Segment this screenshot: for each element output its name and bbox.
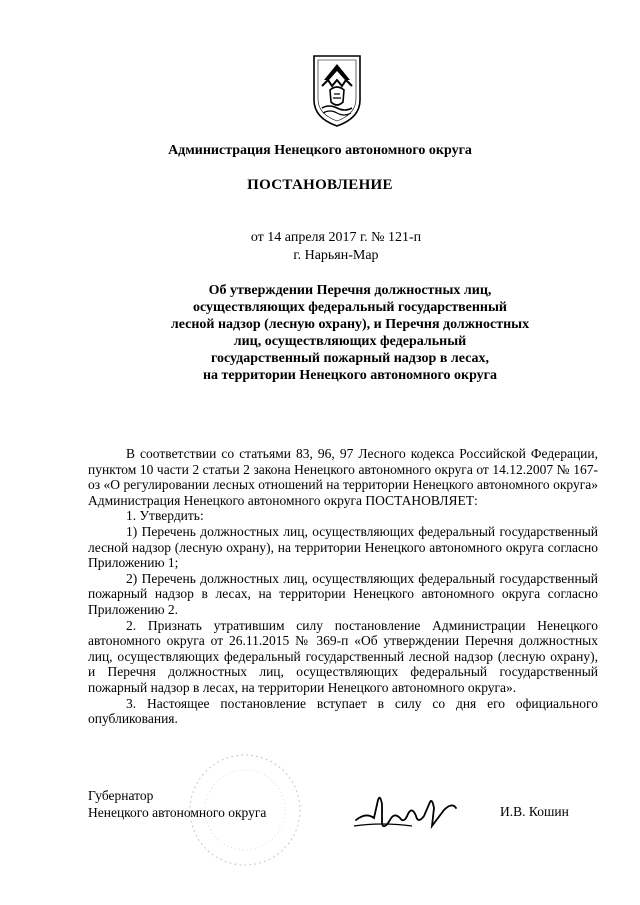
document-type: ПОСТАНОВЛЕНИЕ xyxy=(247,177,393,193)
signer-position-line: Губернатор xyxy=(88,788,154,803)
clause-1-1: 1) Перечень должностных лиц, осуществляющих федеральный государственный лесной надзор (лесную охрану), на территории Ненецкого автономного округа согласно Приложению 1; xyxy=(88,523,598,571)
signer-name: И.В. Кошин xyxy=(500,804,569,819)
subject-line: лесной надзор (лесную охрану), и Перечня должностных xyxy=(170,317,530,332)
subject-line: лиц, осуществляющих федеральный xyxy=(233,334,467,349)
signer-position-line: Ненецкого автономного округа xyxy=(88,805,267,820)
preamble-paragraph: В соответствии со статьями 83, 96, 97 Лесного кодекса Российской Федерации, пунктом 10 части 2 статьи 2 закона Ненецкого автономного округа от 14.12.2007 № 167-оз «О регулировании лесных отношений на территории Ненецкого автономного округа» Администрация Ненецкого автономного округа ПОСТАНОВЛЯЕТ: xyxy=(88,446,598,508)
document-city: г. Нарьян-Мар xyxy=(293,248,379,263)
document-body xyxy=(88,446,598,727)
subject-line: осуществляющих федеральный государственный xyxy=(193,300,507,315)
handwritten-signature xyxy=(352,790,472,836)
organization-name: Администрация Ненецкого автономного округа xyxy=(168,143,472,158)
clause-1: 1. Утвердить: xyxy=(126,508,204,524)
document-date-number: от 14 апреля 2017 г. № 121-п xyxy=(250,230,422,245)
clause-3: 3. Настоящее постановление вступает в силу со дня его официального опубликования. xyxy=(88,695,598,727)
document-subject xyxy=(150,282,550,384)
clause-1-2: 2) Перечень должностных лиц, осуществляющих федеральный государственный пожарный надзор в лесах, на территории Ненецкого автономного округа согласно Приложению 2. xyxy=(88,570,598,617)
coat-of-arms-icon xyxy=(310,50,364,128)
subject-line: на территории Ненецкого автономного округа xyxy=(202,368,498,383)
signer-position xyxy=(88,787,266,821)
subject-line: Об утверждении Перечня должностных лиц, xyxy=(208,283,492,298)
subject-line: государственный пожарный надзор в лесах, xyxy=(210,351,490,366)
clause-2: 2. Признать утратившим силу постановление Администрации Ненецкого автономного округа от 26.11.2015 № 369-п «Об утверждении Перечня должностных лиц, осуществляющих федеральный государственный лесной надзор (лесную охрану), и Перечня должностных лиц, осуществляющих федеральный государственный пожарный надзор в лесах, на территории Ненецкого автономного округа». xyxy=(88,617,598,695)
